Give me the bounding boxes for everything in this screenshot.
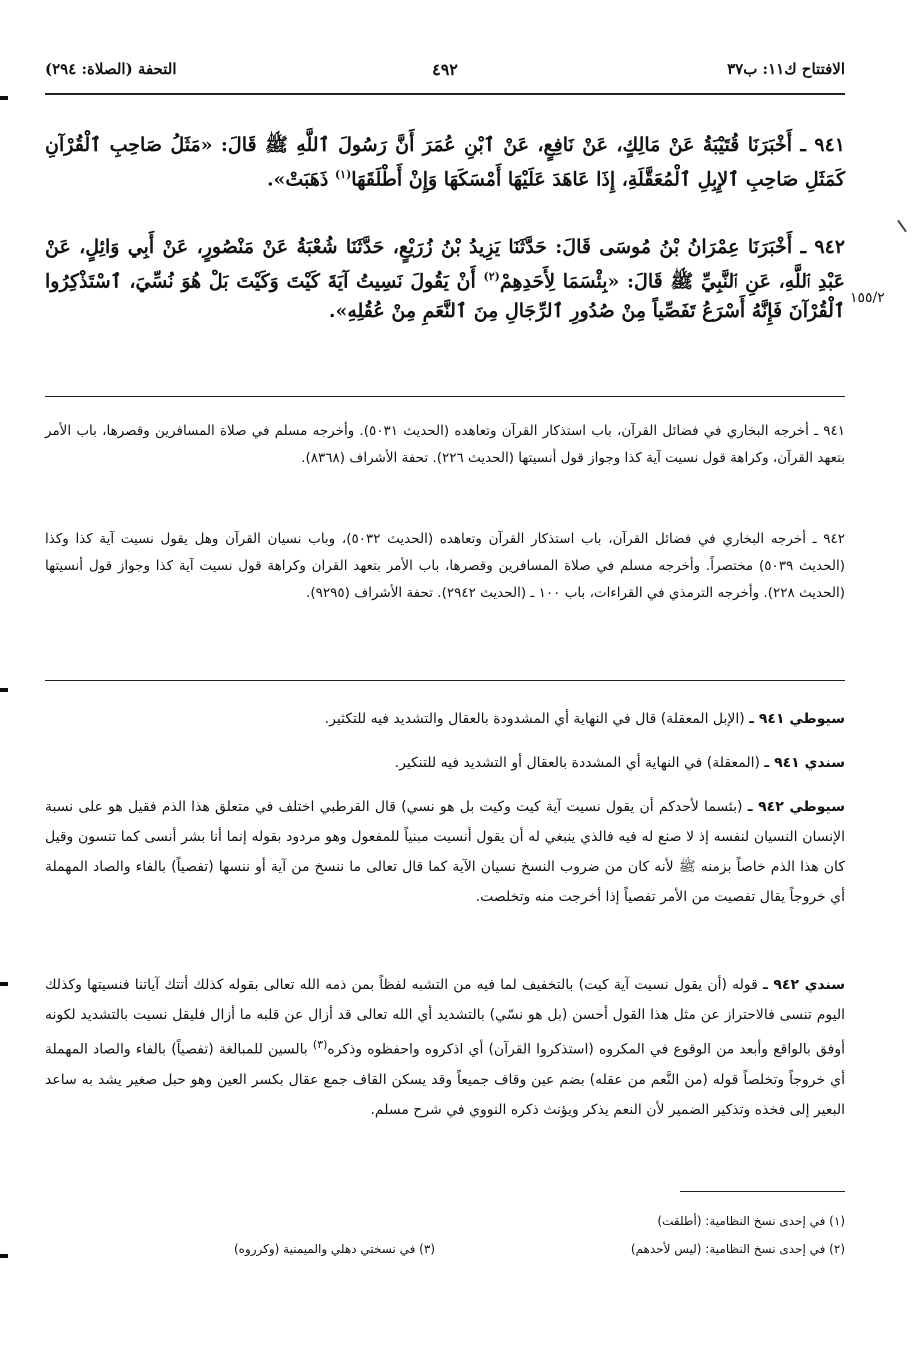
footnote-3: (٣) في نسختي دهلي والميمنية (وكرروه) (233, 1242, 435, 1256)
scan-mark (0, 1254, 8, 1258)
hadith-text: أَخْبَرَنَا عِمْرَانُ بْنُ مُوسَى قَالَ: حَدَّثَنَا يَزِيدُ بْنُ زُرَيْعٍ، حَدَّثَنَا شُعْبَةُ عَنْ مَنْصُورٍ، عَنْ أَبِي وَائِلٍ، عَنْ عَبْدِ ٱللَّهِ، عَنِ ٱلنَّبِيِّ ﷺ قَالَ: «بِئْسَمَا لِأَحَدِهِمْ (45, 236, 845, 293)
tuhfa-reference: التحفة (الصلاة: ٢٩٤) (45, 60, 177, 78)
footnote-2: (٢) في إحدى نسخ النظامية: (ليس لأحدهم) (630, 1242, 845, 1256)
commentary-sindi-941 (45, 748, 845, 778)
commentary-rule (45, 680, 845, 681)
commentary-sindi-942 (45, 970, 845, 1125)
hadith-number: ٩٤١ (814, 134, 845, 156)
commentary-label: سندي ٩٤١ ـ (764, 755, 845, 771)
commentary-suyuti-942 (45, 792, 845, 912)
takhrij-rule (45, 396, 845, 397)
commentary-label: سيوطي ٩٤١ ـ (749, 711, 845, 727)
takhrij-941: ٩٤١ ـ أخرجه البخاري في فضائل القرآن، باب استذكار القرآن وتعاهده (الحديث ٥٠٣١). وأخرجه مسلم في صلاة المسافرين وقصرها، باب الأمر بتعهد القرآن، وكراهة قول نسيت آية كذا وجواز قول أنسيتها (الحديث ٢٢٦). تحفة الأشراف (٨٣٦٨). (45, 423, 845, 466)
scan-tick (897, 220, 907, 233)
commentary-text: (الإبل المعقلة) قال في النهاية أي المشدودة بالعقال والتشديد فيه للتكثير. (324, 711, 745, 727)
footnote-1: (١) في إحدى نسخ النظامية: (أطلقت) (657, 1214, 845, 1228)
page-number: ٤٩٢ (432, 60, 458, 79)
margin-volume-reference: ١٥٥/٢ (850, 290, 885, 306)
hadith-number: ٩٤٢ (814, 236, 845, 258)
footnote-marker: (٢) (483, 270, 500, 283)
hadith-text: أَخْبَرَنَا قُتَيْبَةُ عَنْ مَالِكٍ، عَنْ نَافِعٍ، عَنْ ٱبْنِ عُمَرَ أَنَّ رَسُولَ ٱللَّهِ ﷺ قَالَ: «مَثَلُ صَاحِبِ ٱلْقُرْآنِ كَمَثَلِ صَاحِبِ ٱلإِبِلِ ٱلْمُعَقَّلَةِ، إِذَا عَاهَدَ عَلَيْهَا أَمْسَكَهَا وَإِنْ أَطْلَقَهَا (45, 134, 845, 191)
running-header (45, 60, 845, 84)
header-rule (45, 93, 845, 95)
hadith-941: ٩٤١ ـ أَخْبَرَنَا قُتَيْبَةُ عَنْ مَالِكٍ، عَنْ نَافِعٍ، عَنْ ٱبْنِ عُمَرَ أَنَّ رَسُولَ ٱللَّهِ ﷺ قَالَ: «مَثَلُ صَاحِبِ ٱلْقُرْآنِ كَمَثَلِ صَاحِبِ ٱلإِبِلِ ٱلْمُعَقَّلَةِ، إِذَا عَاهَدَ عَلَيْهَا أَمْسَكَهَا وَإِنْ أَطْلَقَهَا$^{(١)}$ ذَهَبَتْ». (45, 134, 845, 191)
commentary-text: (بئسما لأحدكم أن يقول نسيت آية كيت وكيت بل هو نسي) قال القرطبي اختلف في متعلق هذا الذم فقيل هو على نسبة الإنسان النسيان لنفسه إذ لا صنع له فيه فالذي ينبغي له أن يقول أنسيت مبنياً للمفعول وهو مردود بقوله إنما أنا بشر أنسى كما تنسون وقيل كان هذا الذم خاصاً بزمنه ﷺ لأنه كان من ضروب النسخ نسيان الآية كما قال تعالى ما ننسخ من آية أو ننسها (تفصياً) بالفاء والصاد المهملة أي خروجاً يقال تفصيت من الأمر تفصياً إذا أخرجت منه وتخلصت. (45, 799, 845, 905)
footnote-rule (680, 1191, 845, 1192)
takhrij-942: ٩٤٢ ـ أخرجه البخاري في فضائل القرآن، باب استذكار القرآن وتعاهده (الحديث ٥٠٣٢)، وباب نسيان القرآن وهل يقول نسيت آية كذا وكذا (الحديث ٥٠٣٩) مختصراً. وأخرجه مسلم في صلاة المسافرين وقصرها، باب الأمر بتعهد القران وكراهة قول نسيت آية كذا وجواز قول أنسيتها (الحديث ٢٢٨). وأخرجه الترمذي في القراءات، باب ١٠٠ ـ (الحديث ٢٩٤٢). تحفة الأشراف (٩٢٩٥). (45, 531, 845, 601)
scan-mark (0, 982, 8, 986)
commentary-text: (المعقلة) في النهاية أي المشددة بالعقال أو التشديد فيه للتنكير. (394, 755, 760, 771)
hadith-text-cont: أَنْ يَقُولَ نَسِيتُ آيَةَ كَيْتَ وَكَيْتَ بَلْ هُوَ نُسِّيَ، ٱسْتَذْكِرُوا ٱلْقُرْآنَ فَإِنَّهُ أَسْرَعُ تَفَصِّياً مِنْ صُدُورِ ٱلرِّجَالِ مِنَ ٱلنَّعَمِ مِنْ عُقُلِهِ». (45, 270, 845, 323)
commentary-label: سندي ٩٤٢ ـ (763, 977, 845, 993)
commentary-text: قوله (أن يقول نسيت آية كيت) بالتخفيف لما فيه من التشبه لفظاً بمن ذمه الله تعالى بقوله كذلك أتتك آياتنا فنسيتها وكذلك اليوم تنسى فالاحتراز عن مثل هذا القول أحسن (بل هو نسّي) بالتشديد أي الله تعالى قد أزال عن قلبه ما أزال فليقل نسيت بالتشديد لكونه أوفق بالواقع وأبعد من الوقوع في المكروه (استذكروا القرآن) أي اذكروه واحفظوه وذكره (45, 977, 846, 1058)
hadith-text-end: ذَهَبَتْ». (266, 168, 329, 191)
commentary-suyuti-941 (45, 704, 845, 734)
footnote-marker: (٣) (312, 1038, 328, 1051)
scan-mark (0, 96, 8, 100)
commentary-text-cont: بالسين للمبالغة (تفصياً) بالفاء والصاد المهملة أي خروجاً وتخلصاً قوله (من النَّعم من عقله) بضم عين وقاف جميعاً وقد يسكن القاف جمع عقال بكسر العين وهو حبل صغير يشد به ساعد البعير إلى فخذه وتذكير الضمير لأن النعم يذكر ويؤنث ذكره النووي في شرح مسلم. (45, 1041, 845, 1118)
hadith-942: ٩٤٢ ـ أَخْبَرَنَا عِمْرَانُ بْنُ مُوسَى قَالَ: حَدَّثَنَا يَزِيدُ بْنُ زُرَيْعٍ، حَدَّثَنَا شُعْبَةُ عَنْ مَنْصُورٍ، عَنْ أَبِي وَائِلٍ، عَنْ عَبْدِ ٱللَّهِ، عَنِ ٱلنَّبِيِّ ﷺ قَالَ: «بِئْسَمَا لِأَحَدِهِمْ$^{(٢)}$ أَنْ يَقُولَ نَسِيتُ آيَةَ كَيْتَ وَكَيْتَ بَلْ هُوَ نُسِّيَ، ٱسْتَذْكِرُوا ٱلْقُرْآنَ فَإِنَّهُ أَسْرَعُ تَفَصِّياً مِنْ صُدُورِ ٱلرِّجَالِ مِنَ ٱلنَّعَمِ مِنْ عُقُلِهِ». (45, 236, 845, 323)
commentary-label: سيوطي ٩٤٢ ـ (747, 799, 845, 815)
scan-mark (0, 688, 8, 692)
chapter-reference: الافتتاح ك١١: ب٣٧ (727, 60, 845, 78)
footnote-marker: (١) (334, 168, 352, 181)
